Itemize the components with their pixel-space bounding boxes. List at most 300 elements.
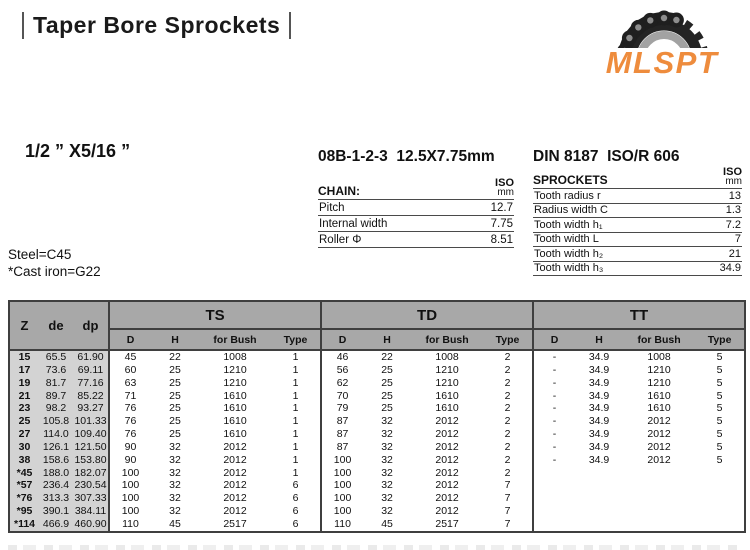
- table-cell: 45: [169, 517, 181, 530]
- table-cell: 100: [109, 505, 151, 518]
- table-cell: 56: [321, 364, 363, 377]
- table-cell: 100: [321, 479, 363, 492]
- table-cell: 46: [321, 350, 363, 364]
- sub-header-ts-for-bush: for Bush: [199, 329, 271, 350]
- table-cell: [575, 505, 623, 518]
- table-cell: 2012: [435, 466, 459, 479]
- table-cell: 60: [109, 364, 151, 377]
- chain-code: 08B-1-2-3 12.5X7.75mm: [318, 148, 495, 165]
- table-row: [9, 350, 745, 364]
- spec-row: [533, 218, 742, 233]
- table-cell: 34.9: [588, 440, 610, 453]
- table-cell: 21: [9, 389, 39, 402]
- spec-row: [533, 247, 742, 262]
- table-row: [9, 428, 745, 441]
- spec-value: 34.9: [719, 262, 741, 274]
- table-cell: [695, 518, 745, 532]
- table-cell: 1610: [647, 402, 671, 415]
- table-row: [9, 415, 745, 428]
- sub-header-td-d: D: [321, 329, 363, 350]
- spec-value: 7: [734, 233, 741, 245]
- table-cell: 34.9: [588, 363, 610, 376]
- table-cell: 61.90: [73, 350, 109, 364]
- table-cell: 153.80: [73, 454, 109, 467]
- table-cell: 2517: [223, 517, 247, 530]
- table-cell: [533, 467, 575, 480]
- table-cell: 384.11: [73, 505, 109, 518]
- col-header-z: Z: [9, 301, 39, 350]
- table-cell: [575, 492, 623, 505]
- table-cell: 100: [109, 467, 151, 480]
- table-cell: 32: [169, 466, 181, 479]
- unit-mm: mm: [725, 176, 742, 187]
- table-row: [9, 389, 745, 402]
- table-cell: 22: [169, 351, 181, 363]
- col-header-de: de: [39, 301, 73, 350]
- table-cell: 70: [321, 389, 363, 402]
- table-cell: 2517: [435, 517, 459, 530]
- table-cell: 25: [381, 389, 393, 402]
- table-cell: 34.9: [588, 376, 610, 389]
- table-cell: 32: [169, 492, 181, 505]
- spec-label: Tooth width h₁: [534, 218, 603, 231]
- spec-value: 7.2: [725, 218, 741, 231]
- table-cell: 1: [292, 351, 299, 363]
- material-note-steel: Steel=C45: [8, 247, 72, 262]
- table-cell: 2012: [647, 453, 671, 466]
- table-cell: 1: [292, 453, 299, 466]
- table-cell: 27: [9, 428, 39, 441]
- table-cell: [575, 479, 623, 492]
- table-cell: *114: [9, 518, 39, 532]
- table-cell: [533, 479, 575, 492]
- spec-row: [318, 216, 514, 232]
- table-cell: 7: [504, 505, 511, 518]
- table-cell: 2012: [223, 453, 247, 466]
- table-cell: 38: [9, 454, 39, 467]
- table-cell: 2: [504, 389, 511, 402]
- spec-row: [318, 232, 514, 248]
- spec-label: Tooth width h₂: [534, 247, 604, 260]
- table-row: [9, 492, 745, 505]
- table-cell: 77.16: [73, 377, 109, 390]
- table-cell: [533, 505, 575, 518]
- sub-header-tt-d: D: [533, 329, 575, 350]
- spec-value: 12.7: [490, 202, 513, 214]
- unit-mm: mm: [497, 187, 514, 198]
- sprocket-spec-table: [533, 168, 742, 276]
- table-cell: 90: [109, 441, 151, 454]
- table-cell: 32: [381, 492, 393, 505]
- table-cell: 5: [716, 402, 723, 415]
- table-cell: 76: [109, 415, 151, 428]
- table-cell: -: [533, 377, 575, 390]
- table-cell: 2: [504, 415, 511, 428]
- table-cell: 390.1: [39, 505, 73, 518]
- table-cell: 63: [109, 377, 151, 390]
- sub-header-td-type: Type: [483, 329, 533, 350]
- table-cell: 93.27: [73, 402, 109, 415]
- table-cell: 5: [716, 351, 723, 363]
- table-cell: 85.22: [73, 389, 109, 402]
- table-cell: 466.9: [39, 518, 73, 532]
- table-cell: [623, 518, 695, 532]
- title-left-rule: [22, 12, 24, 39]
- table-cell: 6: [292, 505, 299, 518]
- table-cell: 313.3: [39, 492, 73, 505]
- table-cell: 105.8: [39, 415, 73, 428]
- table-cell: [623, 467, 695, 480]
- table-cell: 100: [321, 454, 363, 467]
- table-cell: 1008: [647, 351, 671, 363]
- table-cell: [695, 479, 745, 492]
- sub-header-ts-type: Type: [271, 329, 321, 350]
- table-cell: 25: [169, 389, 181, 402]
- spec-label: Tooth width h₃: [534, 262, 604, 274]
- table-cell: 32: [381, 505, 393, 518]
- table-cell: 1008: [435, 351, 459, 363]
- chain-spec-table: [318, 179, 514, 248]
- table-cell: 45: [109, 350, 151, 364]
- table-cell: 230.54: [73, 479, 109, 492]
- table-cell: *76: [9, 492, 39, 505]
- table-cell: 32: [381, 415, 393, 428]
- table-cell: 5: [716, 440, 723, 453]
- table-cell: 2: [504, 428, 511, 441]
- page-title: Taper Bore Sprockets: [33, 12, 281, 38]
- table-cell: [575, 518, 623, 532]
- table-row: [9, 364, 745, 377]
- table-cell: 126.1: [39, 441, 73, 454]
- spec-label: Pitch: [319, 202, 345, 214]
- table-cell: 25: [169, 415, 181, 428]
- sub-header-tt-type: Type: [695, 329, 745, 350]
- material-notes: [8, 246, 101, 280]
- table-cell: 100: [109, 479, 151, 492]
- table-cell: 6: [292, 479, 299, 492]
- spec-value: 13: [728, 189, 741, 202]
- table-cell: 30: [9, 441, 39, 454]
- table-cell: 25: [381, 402, 393, 415]
- table-cell: 2: [504, 453, 511, 466]
- table-cell: 1610: [435, 402, 459, 415]
- sub-header-ts-h: H: [151, 329, 199, 350]
- table-cell: 19: [9, 377, 39, 390]
- table-row: [9, 441, 745, 454]
- table-cell: 236.4: [39, 479, 73, 492]
- table-cell: 25: [169, 363, 181, 376]
- table-cell: 1610: [223, 389, 247, 402]
- table-cell: 32: [381, 428, 393, 441]
- table-row: [9, 377, 745, 390]
- table-cell: [695, 505, 745, 518]
- table-cell: 2012: [647, 440, 671, 453]
- chain-table-header: [318, 179, 514, 200]
- table-cell: *45: [9, 467, 39, 480]
- chain-table-title: CHAIN:: [318, 184, 360, 198]
- table-cell: 5: [716, 415, 723, 428]
- table-cell: 188.0: [39, 467, 73, 480]
- sprocket-table-units: [723, 168, 742, 187]
- table-cell: 32: [381, 466, 393, 479]
- main-table-body: [9, 350, 745, 532]
- table-cell: 6: [292, 517, 299, 530]
- sub-header-ts-d: D: [109, 329, 151, 350]
- table-cell: 1: [292, 466, 299, 479]
- table-cell: 15: [9, 350, 39, 364]
- table-cell: 1210: [435, 363, 459, 376]
- title-right-rule: [289, 12, 291, 39]
- spec-row: [533, 204, 742, 219]
- table-cell: 1: [292, 415, 299, 428]
- col-header-dp: dp: [73, 301, 109, 350]
- spec-value: 7.75: [490, 218, 513, 230]
- table-row: [9, 467, 745, 480]
- chain-spec-block: [318, 148, 514, 248]
- table-row: [9, 518, 745, 532]
- page-title-block: [22, 12, 291, 39]
- table-cell: 17: [9, 364, 39, 377]
- table-cell: 1: [292, 440, 299, 453]
- table-cell: 2012: [435, 440, 459, 453]
- table-cell: 460.90: [73, 518, 109, 532]
- table-cell: 2012: [223, 440, 247, 453]
- table-cell: 79: [321, 402, 363, 415]
- table-cell: 1610: [435, 389, 459, 402]
- main-table-head: [9, 301, 745, 350]
- table-cell: 87: [321, 428, 363, 441]
- table-cell: 114.0: [39, 428, 73, 441]
- table-cell: 34.9: [588, 415, 610, 428]
- table-cell: [533, 492, 575, 505]
- spec-value: 21: [728, 247, 741, 260]
- table-cell: 1: [292, 428, 299, 441]
- unit-iso: ISO: [495, 177, 514, 189]
- table-cell: 101.33: [73, 415, 109, 428]
- table-cell: 65.5: [39, 350, 73, 364]
- spec-value: 1.3: [725, 204, 741, 216]
- standard-label: DIN 8187 ISO/R 606: [533, 148, 680, 165]
- table-cell: -: [533, 402, 575, 415]
- table-cell: 2: [504, 466, 511, 479]
- table-cell: 1610: [223, 415, 247, 428]
- table-cell: 1210: [435, 376, 459, 389]
- table-cell: *95: [9, 505, 39, 518]
- spec-value: 8.51: [490, 234, 513, 246]
- table-row: [9, 402, 745, 415]
- table-cell: 32: [381, 479, 393, 492]
- table-cell: 2: [504, 402, 511, 415]
- table-cell: 100: [321, 505, 363, 518]
- table-cell: 1210: [647, 376, 671, 389]
- sub-header-tt-for-bush: for Bush: [623, 329, 695, 350]
- sprocket-table-title: SPROCKETS: [533, 173, 608, 187]
- table-cell: 87: [321, 441, 363, 454]
- table-cell: [623, 492, 695, 505]
- table-cell: 2: [504, 363, 511, 376]
- spec-row: [533, 233, 742, 248]
- table-cell: 2: [504, 376, 511, 389]
- table-cell: 100: [321, 467, 363, 480]
- table-cell: 6: [292, 492, 299, 505]
- clipped-footer-text: [8, 545, 742, 550]
- table-cell: 5: [716, 453, 723, 466]
- spec-row: [318, 200, 514, 216]
- table-cell: 45: [381, 517, 393, 530]
- table-row: [9, 479, 745, 492]
- table-cell: 2012: [647, 428, 671, 441]
- table-cell: 2012: [435, 428, 459, 441]
- spec-label: Tooth width L: [534, 233, 599, 245]
- table-cell: [695, 492, 745, 505]
- table-cell: [623, 505, 695, 518]
- main-table-wrap: [8, 300, 746, 533]
- table-cell: -: [533, 454, 575, 467]
- table-cell: 32: [169, 453, 181, 466]
- table-cell: 2012: [223, 505, 247, 518]
- table-cell: 110: [109, 518, 151, 532]
- spec-row: [533, 189, 742, 204]
- table-cell: 32: [169, 479, 181, 492]
- table-cell: [695, 467, 745, 480]
- table-cell: 25: [169, 376, 181, 389]
- table-cell: 7: [504, 479, 511, 492]
- table-row: [9, 454, 745, 467]
- table-cell: 5: [716, 376, 723, 389]
- sub-header-td-h: H: [363, 329, 411, 350]
- table-cell: 32: [169, 505, 181, 518]
- spec-label: Radius width C: [534, 204, 608, 216]
- spec-row: [533, 262, 742, 277]
- table-cell: 1: [292, 402, 299, 415]
- table-cell: 109.40: [73, 428, 109, 441]
- table-cell: 110: [321, 518, 363, 532]
- table-cell: 34.9: [588, 428, 610, 441]
- table-cell: 98.2: [39, 402, 73, 415]
- table-cell: 5: [716, 363, 723, 376]
- table-cell: 2: [504, 351, 511, 363]
- brand-logo: [592, 2, 732, 80]
- sprocket-spec-block: [533, 148, 742, 276]
- table-cell: 2012: [435, 492, 459, 505]
- material-note-cast-iron: *Cast iron=G22: [8, 264, 101, 279]
- table-cell: 1610: [223, 402, 247, 415]
- table-cell: 62: [321, 377, 363, 390]
- table-cell: 121.50: [73, 441, 109, 454]
- size-label: 1/2 ” X5/16 ”: [25, 141, 131, 161]
- table-cell: 2012: [223, 466, 247, 479]
- table-cell: 34.9: [588, 402, 610, 415]
- logo-text: MLSPT: [605, 45, 719, 80]
- table-cell: [575, 467, 623, 480]
- table-cell: 2012: [223, 492, 247, 505]
- table-cell: 90: [109, 454, 151, 467]
- table-cell: 2012: [435, 415, 459, 428]
- sub-header-td-for-bush: for Bush: [411, 329, 483, 350]
- table-cell: 1: [292, 389, 299, 402]
- table-cell: 34.9: [588, 351, 610, 363]
- table-cell: 32: [381, 440, 393, 453]
- table-cell: 81.7: [39, 377, 73, 390]
- table-cell: 22: [381, 351, 393, 363]
- table-cell: -: [533, 364, 575, 377]
- table-cell: 1210: [223, 376, 247, 389]
- table-cell: 32: [381, 453, 393, 466]
- table-cell: 100: [109, 492, 151, 505]
- table-cell: 2012: [435, 453, 459, 466]
- table-cell: 2012: [223, 479, 247, 492]
- sprocket-dimensions-table: [8, 300, 746, 533]
- table-cell: 76: [109, 428, 151, 441]
- table-cell: -: [533, 428, 575, 441]
- table-cell: 2012: [647, 415, 671, 428]
- table-cell: 32: [169, 440, 181, 453]
- table-row: [9, 505, 745, 518]
- table-cell: -: [533, 441, 575, 454]
- spec-label: Tooth radius r: [534, 189, 601, 202]
- table-cell: -: [533, 389, 575, 402]
- table-cell: 69.11: [73, 364, 109, 377]
- table-cell: 25: [169, 428, 181, 441]
- group-header-td: TD: [321, 301, 533, 329]
- table-cell: 23: [9, 402, 39, 415]
- table-cell: 25: [381, 376, 393, 389]
- group-header-ts: TS: [109, 301, 321, 329]
- table-cell: 158.6: [39, 454, 73, 467]
- table-cell: 76: [109, 402, 151, 415]
- table-cell: 34.9: [588, 453, 610, 466]
- sub-header-tt-h: H: [575, 329, 623, 350]
- table-cell: 5: [716, 428, 723, 441]
- table-cell: 73.6: [39, 364, 73, 377]
- table-cell: 89.7: [39, 389, 73, 402]
- table-cell: 1: [292, 363, 299, 376]
- unit-iso: ISO: [723, 166, 742, 178]
- table-cell: 87: [321, 415, 363, 428]
- table-cell: 25: [169, 402, 181, 415]
- table-cell: 2012: [435, 479, 459, 492]
- table-cell: 1610: [223, 428, 247, 441]
- chain-table-units: [495, 179, 514, 198]
- table-cell: 1210: [223, 363, 247, 376]
- table-cell: -: [533, 415, 575, 428]
- sprocket-table-header: [533, 168, 742, 189]
- group-header-tt: TT: [533, 301, 745, 329]
- table-cell: 1008: [223, 351, 247, 363]
- table-cell: *57: [9, 479, 39, 492]
- table-cell: -: [533, 350, 575, 364]
- table-cell: 1610: [647, 389, 671, 402]
- table-cell: 34.9: [588, 389, 610, 402]
- table-cell: 25: [9, 415, 39, 428]
- table-cell: 2: [504, 440, 511, 453]
- table-cell: 182.07: [73, 467, 109, 480]
- table-cell: 25: [381, 363, 393, 376]
- table-cell: 2012: [435, 505, 459, 518]
- table-cell: 100: [321, 492, 363, 505]
- table-cell: [623, 479, 695, 492]
- table-cell: 7: [504, 492, 511, 505]
- table-cell: 7: [504, 517, 511, 530]
- spec-label: Internal width: [319, 218, 388, 230]
- table-cell: 1: [292, 376, 299, 389]
- table-cell: 1210: [647, 363, 671, 376]
- table-cell: 5: [716, 389, 723, 402]
- table-cell: 71: [109, 389, 151, 402]
- table-cell: 307.33: [73, 492, 109, 505]
- spec-label: Roller Φ: [319, 234, 362, 246]
- table-cell: [533, 518, 575, 532]
